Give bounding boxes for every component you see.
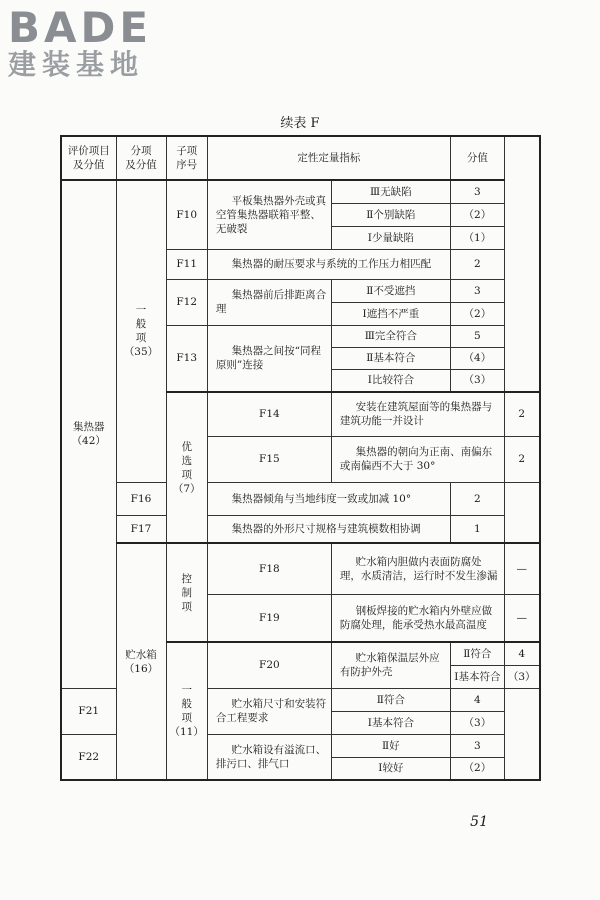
row-desc: 钢板焊接的贮水箱内外壁应做防腐处理，能承受热水最高温度 xyxy=(331,594,504,642)
row-score: 2 xyxy=(450,482,504,515)
row-level: Ⅰ遮挡不严重 xyxy=(331,302,450,325)
row-id: F13 xyxy=(166,325,207,392)
group-water-tank: 贮水箱 （16） xyxy=(116,543,166,780)
row-desc: 安装在建筑屋面等的集热器与建筑功能一并设计 xyxy=(331,392,504,436)
row-score: （2） xyxy=(450,302,504,325)
row-score: （1） xyxy=(450,226,504,249)
row-score: （2） xyxy=(450,203,504,226)
row-score: 1 xyxy=(450,515,504,543)
row-score: 2 xyxy=(504,392,539,436)
row-level: Ⅱ好 xyxy=(331,734,450,757)
row-level: Ⅲ无缺陷 xyxy=(331,180,450,203)
row-desc: 集热器之间按“同程原则”连接 xyxy=(207,325,331,392)
row-level: Ⅱ基本符合 xyxy=(331,347,450,369)
row-desc: 贮水箱内胆做内表面防腐处理，水质清洁，运行时不发生渗漏 xyxy=(331,543,504,594)
row-id: F17 xyxy=(116,515,166,543)
row-level: Ⅰ比较符合 xyxy=(331,369,450,392)
row-score: （4） xyxy=(450,347,504,369)
row-id: F14 xyxy=(207,392,331,436)
header-index: 子项 序号 xyxy=(166,136,207,180)
subgroup-general-1: 一 般 项 （35） xyxy=(116,180,166,482)
row-level: Ⅱ个别缺陷 xyxy=(331,203,450,226)
row-score: （3） xyxy=(450,369,504,392)
subgroup-general-2: 一 般 项 （11） xyxy=(166,642,207,780)
subgroup-control: 控 制 项 xyxy=(166,543,207,642)
row-id: F18 xyxy=(207,543,331,594)
row-desc: 集热器前后排距离合理 xyxy=(207,279,331,325)
row-id: F16 xyxy=(116,482,166,515)
row-score: 3 xyxy=(450,279,504,302)
row-score: （3） xyxy=(504,665,539,688)
row-id: F19 xyxy=(207,594,331,642)
group-collector: 集热器 （42） xyxy=(61,180,116,688)
row-desc: 集热器的外形尺寸规格与建筑模数相协调 xyxy=(207,515,450,543)
row-level: Ⅰ基本符合 xyxy=(331,711,450,734)
row-id: F10 xyxy=(166,180,207,249)
logo-subtitle: 建装基地 xyxy=(8,48,145,81)
row-level: Ⅰ基本符合 xyxy=(450,665,504,688)
row-score: — xyxy=(504,594,539,642)
row-level: Ⅰ少量缺陷 xyxy=(331,226,450,249)
header-subitem: 分项 及分值 xyxy=(116,136,166,180)
evaluation-table xyxy=(60,135,541,781)
row-score: （2） xyxy=(450,757,504,780)
row-desc: 集热器倾角与当地纬度一致或加减 10° xyxy=(207,482,450,515)
row-desc: 集热器的朝向为正南、南偏东或南偏西不大于 30° xyxy=(331,436,504,482)
row-score: 5 xyxy=(450,325,504,347)
row-level: Ⅲ完全符合 xyxy=(331,325,450,347)
row-level: Ⅱ符合 xyxy=(331,688,450,711)
header-item: 评价项目 及分值 xyxy=(61,136,116,180)
row-level: Ⅰ较好 xyxy=(331,757,450,780)
row-id: F22 xyxy=(61,734,116,780)
row-level: Ⅱ不受遮挡 xyxy=(331,279,450,302)
row-score: — xyxy=(504,543,539,594)
row-desc: 平板集热器外壳或真空管集热器联箱平整、无破裂 xyxy=(207,180,331,249)
row-desc: 贮水箱保温层外应有防护外壳 xyxy=(331,642,450,688)
row-id: F21 xyxy=(61,688,116,734)
row-score: 3 xyxy=(450,734,504,757)
row-id: F15 xyxy=(207,436,331,482)
logo xyxy=(8,3,188,81)
row-desc: 集热器的耐压要求与系统的工作压力相匹配 xyxy=(207,249,450,279)
row-score: （3） xyxy=(450,711,504,734)
row-desc: 贮水箱尺寸和安装符合工程要求 xyxy=(207,688,331,734)
subgroup-optional: 优 选 项 （7） xyxy=(166,392,207,543)
page-number: 51 xyxy=(470,814,488,830)
row-id: F12 xyxy=(166,279,207,325)
row-score: 2 xyxy=(450,249,504,279)
header-indicator: 定性定量指标 xyxy=(207,136,450,180)
row-score: 3 xyxy=(450,180,504,203)
row-desc: 贮水箱设有溢流口、排污口、排气口 xyxy=(207,734,331,780)
row-score: 2 xyxy=(504,436,539,482)
row-level: Ⅱ符合 xyxy=(450,642,504,665)
row-score: 4 xyxy=(450,688,504,711)
header-score: 分值 xyxy=(450,136,504,180)
row-id: F20 xyxy=(207,642,331,688)
table-caption: 续表 F xyxy=(280,116,320,131)
row-id: F11 xyxy=(166,249,207,279)
logo-wordmark: BADE xyxy=(8,3,153,52)
row-score: 4 xyxy=(504,642,539,665)
